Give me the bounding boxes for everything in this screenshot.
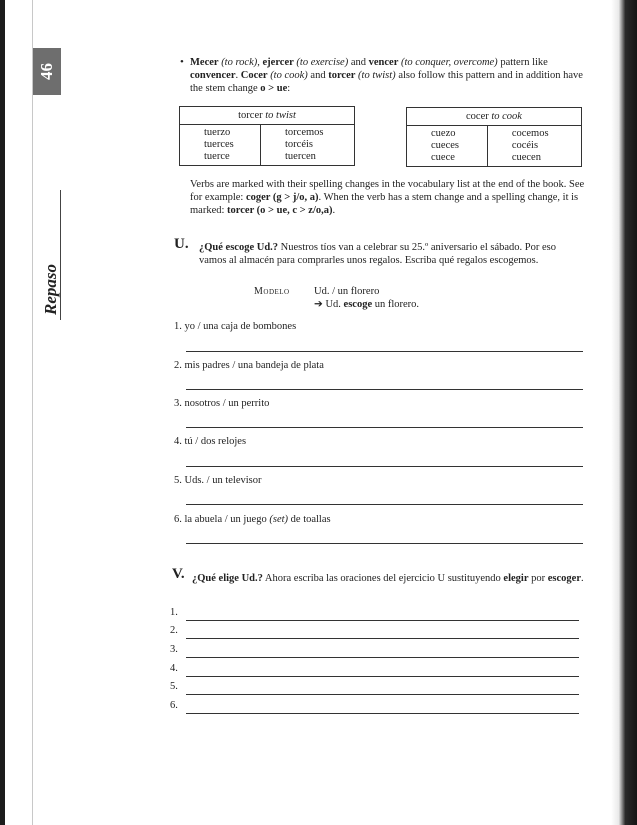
gloss-ejercer: (to exercise) xyxy=(296,57,349,68)
text-chunk: Nuestros tíos van a celebrar su 25.º aniversario el sábado. Por eso vamos al almacén para comprarles unos regalos. Escriba qué regalos escogemos. xyxy=(199,242,556,266)
page-left-edge xyxy=(0,0,5,825)
plural-forms xyxy=(487,126,581,167)
exercise-u-letter: U. xyxy=(174,236,189,252)
gloss-vencer: (to conquer, overcome) xyxy=(400,57,498,68)
modelo-label: Modelo xyxy=(254,286,290,297)
answer-line[interactable] xyxy=(186,638,579,639)
item-prompt: mis padres / una bandeja de plata xyxy=(184,360,324,371)
exercise-u-item xyxy=(174,514,331,525)
answer-line[interactable] xyxy=(186,389,583,390)
table-verb: cocer xyxy=(466,111,489,122)
answer-line[interactable] xyxy=(186,543,583,544)
section-title: Repaso xyxy=(41,264,60,316)
verb-convencer: convencer xyxy=(190,70,236,81)
gloss-cocer: (to cook) xyxy=(270,70,308,81)
bullet: • xyxy=(180,56,184,68)
example-coger: coger (g > j/o, a) xyxy=(245,192,319,203)
table-verb: torcer xyxy=(238,110,263,121)
text-chunk: . xyxy=(235,70,241,81)
item-prompt-end: de toallas xyxy=(288,514,331,525)
page-number: 46 xyxy=(37,63,56,81)
item-prompt: la abuela / un juego xyxy=(184,514,270,525)
item-number: 6. xyxy=(174,514,182,525)
form: tuercen xyxy=(285,151,316,162)
exercise-v-instructions xyxy=(192,572,584,585)
table-header xyxy=(180,107,355,125)
table-gloss: to twist xyxy=(265,110,296,121)
answer-line[interactable] xyxy=(186,504,583,505)
verb-torcer: torcer xyxy=(328,70,356,81)
exercise-v-number: 3. xyxy=(170,644,178,655)
answer-line[interactable] xyxy=(186,427,583,428)
exercise-u-title: ¿Qué escoge Ud.? xyxy=(199,242,279,253)
form: tuerces xyxy=(204,139,234,150)
exercise-u-item xyxy=(174,436,246,447)
vocabulary-note xyxy=(190,178,585,217)
verb-escoger: escoger xyxy=(547,573,581,584)
verb-ejercer: ejercer xyxy=(262,57,294,68)
table-gloss: to cook xyxy=(491,111,522,122)
example-torcer: torcer (o > ue, c > z/o,a) xyxy=(227,205,333,216)
exercise-v-number: 5. xyxy=(170,681,178,692)
text-chunk: also follow this pattern and in addition have the stem change xyxy=(190,70,583,94)
table-header xyxy=(407,108,582,126)
intro-paragraph xyxy=(190,56,585,95)
form: tuerce xyxy=(204,151,230,162)
item-number: 3. xyxy=(174,398,182,409)
exercise-u-instructions xyxy=(199,241,584,267)
form: cuezo xyxy=(431,128,456,139)
singular-forms xyxy=(407,126,488,167)
text-chunk: . xyxy=(332,205,336,216)
item-prompt: tú / dos relojes xyxy=(184,436,247,447)
page-right-edge xyxy=(611,0,637,825)
text-chunk: Verbs are marked with their spelling changes in the vocabulary list at the end of the book. See for example: xyxy=(190,179,585,203)
item-prompt: yo / una caja de bombones xyxy=(184,321,297,332)
answer-line[interactable] xyxy=(186,620,579,621)
exercise-v-number: 2. xyxy=(170,625,178,636)
form: cuece xyxy=(431,152,455,163)
text-chunk: un florero. xyxy=(372,299,420,310)
conjugation-table-cocer xyxy=(406,107,582,167)
item-prompt: Uds. / un televisor xyxy=(184,475,262,486)
text-chunk: , xyxy=(257,57,263,68)
item-number: 5. xyxy=(174,475,182,486)
text-chunk: . When the verb has a stem change and a spelling change, it is marked: xyxy=(190,192,579,216)
item-number: 2. xyxy=(174,360,182,371)
form: torcemos xyxy=(285,127,324,138)
form: cuecen xyxy=(511,152,541,163)
form: tuerzo xyxy=(204,127,231,138)
gloss-torcer: (to twist) xyxy=(358,70,396,81)
exercise-v-letter: V. xyxy=(172,566,185,582)
exercise-u-item xyxy=(174,360,324,371)
exercise-v-title: ¿Qué elige Ud.? xyxy=(192,573,263,584)
exercise-v-number: 1. xyxy=(170,607,178,618)
item-number: 1. xyxy=(174,321,182,332)
verb-mecer: Mecer xyxy=(190,57,219,68)
item-number: 4. xyxy=(174,436,182,447)
form: cocemos xyxy=(511,128,549,139)
text-chunk: and xyxy=(307,70,329,81)
exercise-u-item xyxy=(174,398,269,409)
conjugation-table-torcer xyxy=(179,106,355,166)
form: cueces xyxy=(431,140,459,151)
spine-line xyxy=(32,0,33,825)
singular-forms xyxy=(180,125,261,166)
form: cocéis xyxy=(511,140,539,151)
answer-line[interactable] xyxy=(186,713,579,714)
plural-forms xyxy=(261,125,355,166)
item-gloss: (set) xyxy=(269,514,289,525)
answer-line[interactable] xyxy=(186,694,579,695)
text-chunk: : xyxy=(287,83,291,94)
verb-cocer: Cocer xyxy=(240,70,268,81)
answer-line[interactable] xyxy=(186,466,583,467)
text-chunk: por xyxy=(528,573,548,584)
exercise-v-number: 6. xyxy=(170,700,178,711)
gloss-mecer: (to rock) xyxy=(221,57,258,68)
text-chunk: pattern like xyxy=(497,57,548,68)
answer-line[interactable] xyxy=(186,351,583,352)
modelo-prompt: Ud. / un florero xyxy=(314,286,380,297)
exercise-u-item xyxy=(174,475,262,486)
text-chunk: and xyxy=(348,57,369,68)
item-prompt: nosotros / un perrito xyxy=(184,398,270,409)
exercise-v-number: 4. xyxy=(170,663,178,674)
text-chunk: Ud. xyxy=(322,299,344,310)
verb-elegir: elegir xyxy=(503,573,529,584)
answer-line[interactable] xyxy=(186,657,579,658)
exercise-u-item xyxy=(174,321,296,332)
answer-line[interactable] xyxy=(186,676,579,677)
stem-change: o > ue xyxy=(260,83,288,94)
verb-vencer: vencer xyxy=(368,57,399,68)
text-chunk: Ahora escriba las oraciones del ejercicio U sustituyendo xyxy=(262,573,504,584)
text-chunk: . xyxy=(580,573,584,584)
modelo-verb: escoge xyxy=(343,299,373,310)
arrow-icon: ➔ xyxy=(314,299,323,310)
form: torcéis xyxy=(285,139,313,150)
modelo-answer xyxy=(314,298,419,311)
